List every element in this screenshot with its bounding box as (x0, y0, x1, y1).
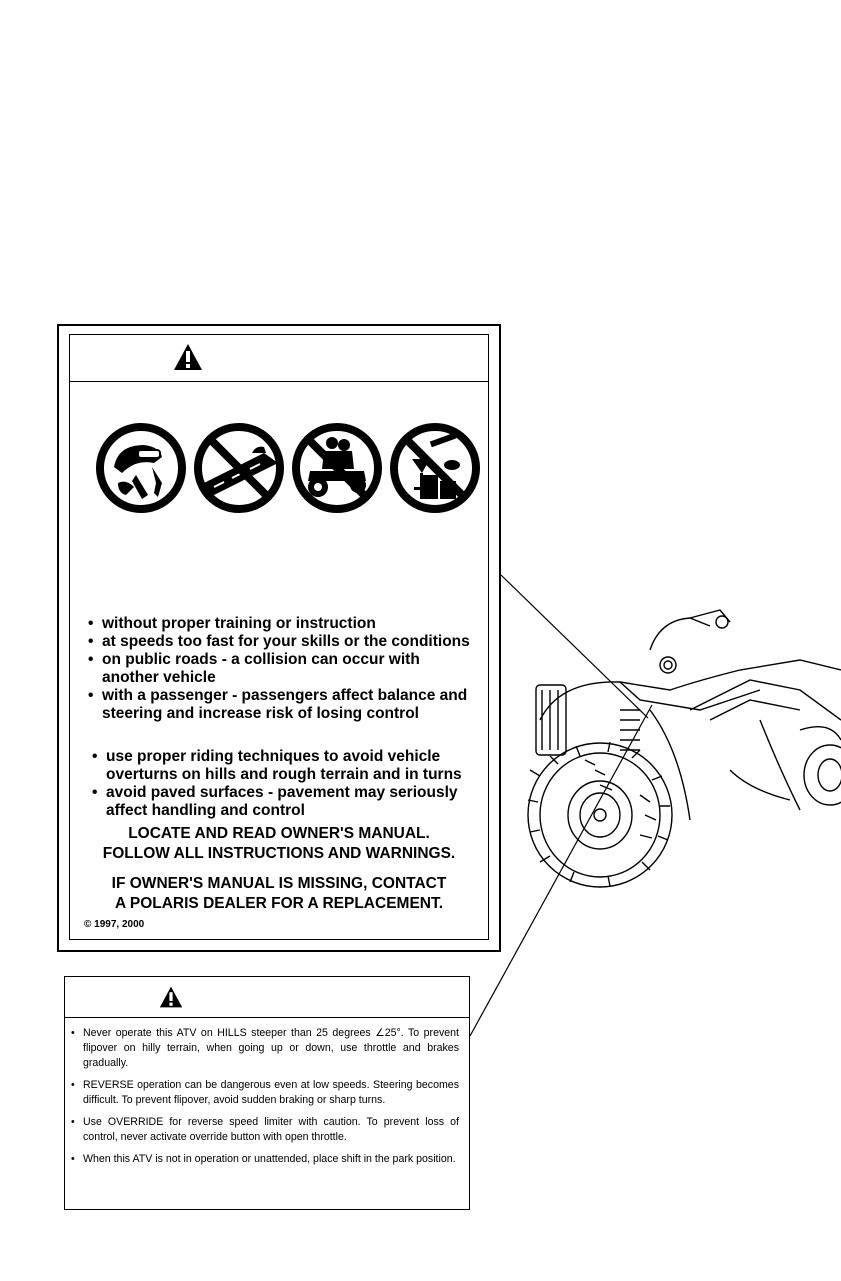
warning-triangle-icon (159, 985, 183, 1009)
warning-label-main (57, 324, 501, 952)
no-drugs-alcohol-icon (390, 423, 480, 513)
helmet-goggles-icon (96, 423, 186, 513)
bullet-item: • on public roads - a collision can occur with another vehicle (88, 651, 442, 687)
bullet-item: • at speeds too fast for your skills or the conditions (88, 633, 472, 651)
no-passenger-icon (292, 423, 382, 513)
bullet-item: • with a passenger - passengers affect balance and steering and increase risk of losing control (88, 687, 472, 723)
manual-instruction-4: A POLARIS DEALER FOR A REPLACEMENT. (114, 895, 444, 912)
warning-label-inner-frame (69, 334, 489, 940)
warning-header (70, 335, 488, 382)
bullet-item: • without proper training or instruction (88, 615, 472, 633)
bullet-item: • Never operate this ATV on HILLS steeper than 25 degrees ∠25°. To prevent flipover on hilly terrain, when going up or down, use throttle and brakes gradually. (71, 1026, 459, 1071)
copyright-notice: © 1997, 2000 (84, 919, 145, 930)
manual-instruction-2: FOLLOW ALL INSTRUCTIONS AND WARNINGS. (102, 845, 456, 862)
warning-bullets-never (88, 615, 472, 723)
hill-reverse-warnings (71, 1026, 459, 1174)
bullet-item: • avoid paved surfaces - pavement may seriously affect handling and control (92, 784, 476, 820)
pictogram-row (96, 423, 484, 523)
bullet-item: • use proper riding techniques to avoid vehicle overturns on hills and rough terrain and in turns (92, 748, 486, 784)
bullet-item: • Use OVERRIDE for reverse speed limiter with caution. To prevent loss of control, never activate override button with open throttle. (71, 1115, 459, 1145)
manual-instruction-1: LOCATE AND READ OWNER'S MANUAL. (128, 825, 430, 842)
bullet-item: • When this ATV is not in operation or unattended, place shift in the park position. (71, 1152, 459, 1167)
warning-label-secondary (64, 976, 470, 1210)
warning-triangle-icon (173, 343, 203, 371)
atv-illustration (500, 570, 841, 900)
warning-bullets-always (92, 748, 486, 820)
manual-instruction-3: IF OWNER'S MANUAL IS MISSING, CONTACT (111, 875, 447, 892)
no-paved-roads-icon (194, 423, 284, 513)
bullet-item: • REVERSE operation can be dangerous even at low speeds. Steering becomes difficult. To prevent flipover, avoid sudden braking or sharp turns. (71, 1078, 459, 1108)
warning-header (65, 977, 469, 1018)
